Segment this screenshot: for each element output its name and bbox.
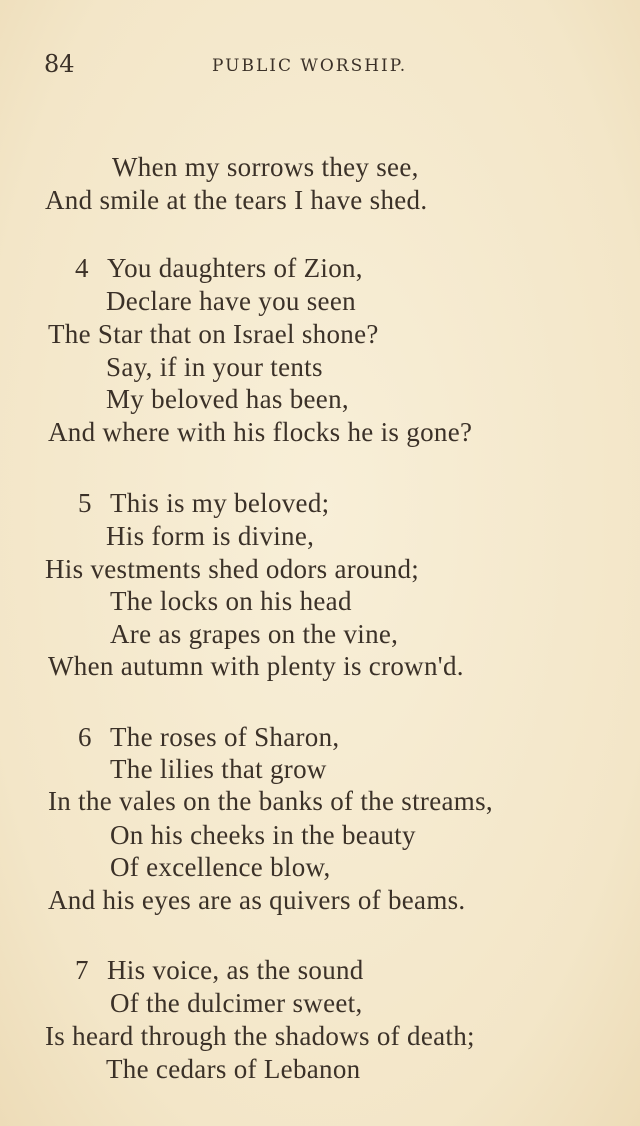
stanza-first-line bbox=[78, 488, 329, 519]
stanza-number: 5 bbox=[78, 488, 92, 518]
verse-line: And smile at the tears I have shed. bbox=[45, 185, 428, 215]
stanza-first-line bbox=[75, 253, 363, 284]
verse-line: Of the dulcimer sweet, bbox=[110, 988, 363, 1018]
verse-line: His voice, as the sound bbox=[107, 955, 364, 985]
verse-line: The locks on his head bbox=[110, 586, 352, 616]
verse-line: Are as grapes on the vine, bbox=[110, 619, 399, 649]
verse-line: Of excellence blow, bbox=[110, 852, 331, 882]
page-number: 84 bbox=[44, 50, 75, 78]
verse-line: His vestments shed odors around; bbox=[45, 554, 420, 584]
verse-line: The lilies that grow bbox=[110, 754, 327, 784]
stanza-first-line bbox=[78, 722, 339, 753]
running-title: PUBLIC WORSHIP. bbox=[212, 56, 408, 76]
verse-line: This is my beloved; bbox=[110, 488, 330, 518]
verse-line: The cedars of Lebanon bbox=[106, 1054, 361, 1084]
verse-line: His form is divine, bbox=[106, 521, 315, 551]
stanza-number: 6 bbox=[78, 722, 92, 752]
verse-line: Is heard through the shadows of death; bbox=[45, 1021, 475, 1051]
verse-line: And where with his flocks he is gone? bbox=[48, 417, 473, 447]
verse-line: And his eyes are as quivers of beams. bbox=[48, 885, 466, 915]
stanza-number: 4 bbox=[75, 253, 89, 283]
verse-line: The Star that on Israel shone? bbox=[48, 319, 379, 349]
verse-line: The roses of Sharon, bbox=[110, 722, 340, 752]
verse-line: When autumn with plenty is crown'd. bbox=[48, 651, 464, 681]
verse-line: In the vales on the banks of the streams, bbox=[48, 786, 493, 816]
stanza-first-line bbox=[75, 955, 364, 986]
stanza-number: 7 bbox=[75, 955, 89, 985]
verse-line: When my sorrows they see, bbox=[112, 152, 419, 182]
verse-line: You daughters of Zion, bbox=[107, 253, 363, 283]
verse-line: On his cheeks in the beauty bbox=[110, 820, 416, 850]
verse-line: My beloved has been, bbox=[106, 384, 349, 414]
verse-line: Declare have you seen bbox=[106, 286, 356, 316]
verse-line: Say, if in your tents bbox=[106, 352, 323, 382]
